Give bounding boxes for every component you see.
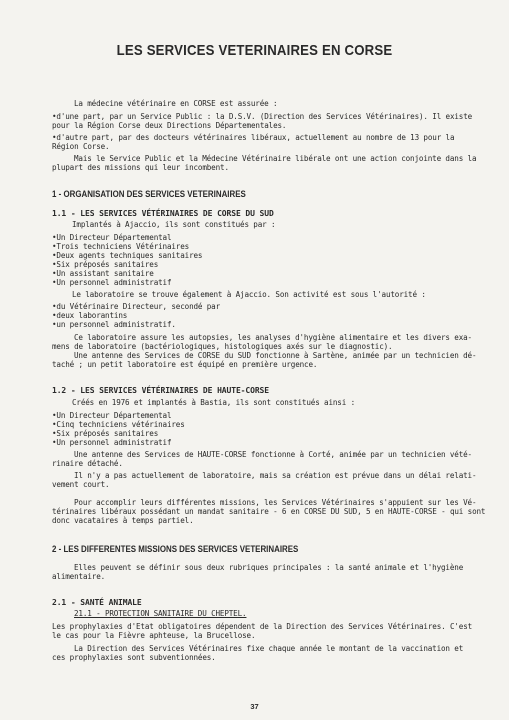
body-line: donc vacataires à temps partiel. <box>52 516 194 525</box>
list-item: •Cinq techniciens vétérinaires <box>52 420 185 429</box>
list-item: •un personnel administratif. <box>52 320 176 329</box>
body-line: ces prophylaxies sont subventionnées. <box>52 653 216 662</box>
body-line: vement court. <box>52 480 110 489</box>
body-line: mens de laboratoire (bactériologiques, histologiques axés sur le diagnostic). <box>52 342 393 351</box>
body-line: Ce laboratoire assure les autopsies, les analyses d'hygiène alimentaire et les divers exa- <box>74 333 472 342</box>
subsection-title: - SANTÉ ANIMALE <box>66 598 142 607</box>
subsection-number: 1.2 <box>52 386 67 395</box>
intro-line: pour la Région Corse deux Directions Départementales. <box>52 121 287 130</box>
intro-line: Région Corse. <box>52 142 110 151</box>
list-item: •du Vétérinaire Directeur, secondé par <box>52 302 221 311</box>
intro-line: Mais le Service Public et la Médecine Vétérinaire libérale ont une action conjointe dans la <box>74 154 477 163</box>
body-line: rinaire détaché. <box>52 459 123 468</box>
body-line: Pour accomplir leurs différentes missions, les Services Vétérinaires s'appuient sur les Vé- <box>74 498 477 507</box>
body-line: Le laboratoire se trouve également à Ajaccio. Son activité est sous l'autorité : <box>72 290 426 299</box>
subsection-title: - LES SERVICES VÉTÉRINAIRES DE HAUTE-CORSE <box>66 386 269 395</box>
body-line: alimentaire. <box>52 572 106 581</box>
body-line: le cas pour la Fièvre aphteuse, la Brucellose. <box>52 631 256 640</box>
intro-line: •d'autre part, par des docteurs vétérinaires libéraux, actuellement au nombre de 13 pour la <box>52 133 455 142</box>
list-item: •Six préposés sanitaires <box>52 429 159 438</box>
subsubsection-heading: 21.1 - PROTECTION SANITAIRE DU CHEPTEL. <box>74 609 247 618</box>
list-item: •Un Directeur Départemental <box>52 411 172 420</box>
list-item: •deux laborantins <box>52 311 128 320</box>
list-item: •Trois techniciens Vétérinaires <box>52 242 190 251</box>
intro-line: plupart des missions qui leur incombent. <box>52 163 229 172</box>
intro-line: •d'une part, par un Service Public : la D.S.V. (Direction des Services Vétérinaires). Il existe <box>52 112 473 121</box>
body-line: Les prophylaxies d'Etat obligatoires dépendent de la Direction des Services Vétérinaires. C'est <box>52 622 473 631</box>
page-title: LES SERVICES VETERINAIRES EN CORSE <box>116 42 393 59</box>
body-line: Une antenne des Services de HAUTE-CORSE fonctionne à Corté, animée par un technicien vété- <box>74 450 472 459</box>
list-item: •Un assistant sanitaire <box>52 269 154 278</box>
list-item: •Un personnel administratif <box>52 278 172 287</box>
subsection-heading <box>52 209 274 218</box>
list-item: •Un Directeur Départemental <box>52 233 172 242</box>
subsection-number: 1.1 <box>52 209 67 218</box>
body-line: Implantés à Ajaccio, ils sont constitués par : <box>72 220 276 229</box>
body-line: La Direction des Services Vétérinaires fixe chaque année le montant de la vaccination et <box>74 644 464 653</box>
page-number: 37 <box>250 702 259 711</box>
section-heading: 2 - LES DIFFERENTES MISSIONS DES SERVICES VETERINAIRES <box>52 544 299 554</box>
subsection-number: 2.1 <box>52 598 67 607</box>
list-item: •Deux agents techniques sanitaires <box>52 251 203 260</box>
intro-line: La médecine vétérinaire en CORSE est assurée : <box>74 99 278 108</box>
list-item: •Six préposés sanitaires <box>52 260 159 269</box>
body-line: taché ; un petit laboratoire est équipé en première urgence. <box>52 360 318 369</box>
body-line: Une antenne des Services de CORSE du SUD fonctionne à Sartène, animée par un technicien dé- <box>74 351 477 360</box>
list-item: •Un personnel administratif <box>52 438 172 447</box>
subsection-heading <box>52 598 142 607</box>
section-heading: 1 - ORGANISATION DES SERVICES VETERINAIRES <box>52 189 246 199</box>
body-line: Créés en 1976 et implantés à Bastia, ils sont constitués ainsi : <box>72 398 355 407</box>
subsection-title: - LES SERVICES VÉTÉRINAIRES DE CORSE DU SUD <box>66 209 274 218</box>
body-line: térinaires libéraux possédant un mandat sanitaire - 6 en CORSE DU SUD, 5 en HAUTE-CORSE - qui sont <box>52 507 486 516</box>
body-line: Il n'y a pas actuellement de laboratoire, mais sa création est prévue dans un délai relati- <box>74 471 477 480</box>
subsection-heading <box>52 386 269 395</box>
body-line: Elles peuvent se définir sous deux rubriques principales : la santé animale et l'hygiène <box>74 563 464 572</box>
